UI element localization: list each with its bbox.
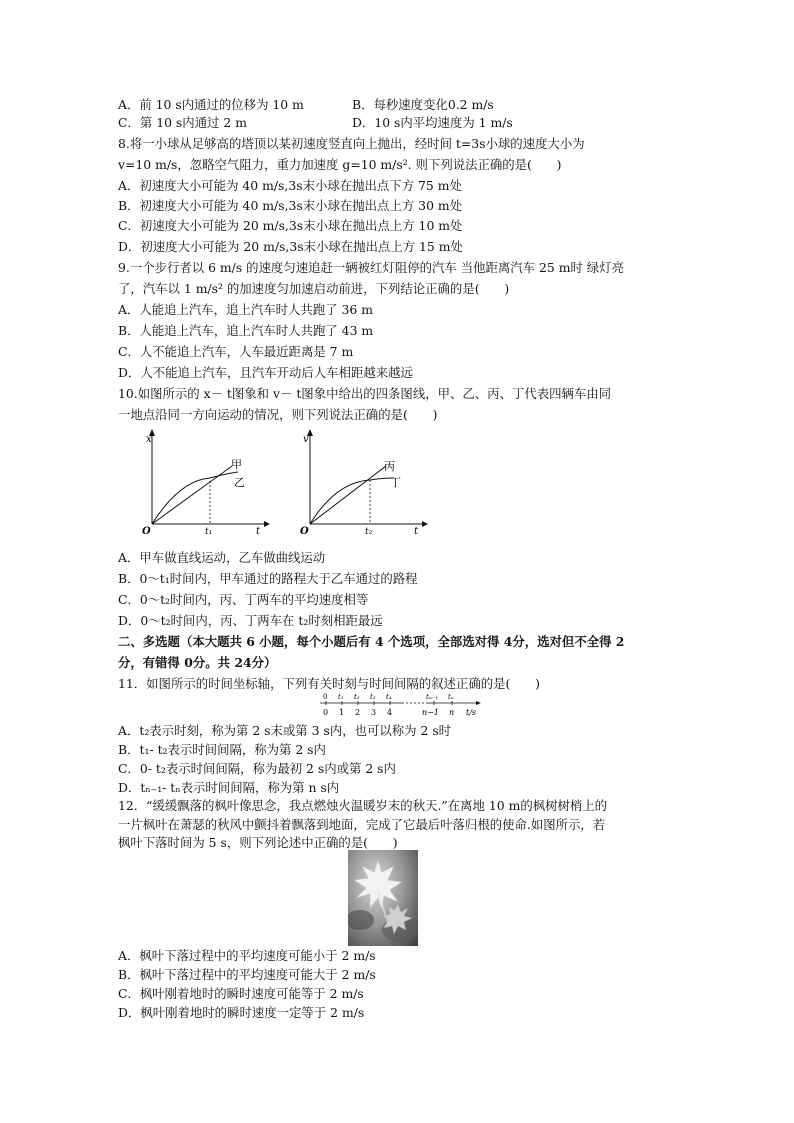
q8-stem-line1: 8.将一小球从足够高的塔顶以某初速度竖直向上抛出，经时间 t=3s小球的速度大小为 xyxy=(118,136,585,151)
q8-option-b: B．初速度大小可能为 40 m/s,3s末小球在抛出点上方 30 m处 xyxy=(118,198,463,213)
vt-line-bing xyxy=(310,466,386,524)
q7-option-c: C．第 10 s内通过 2 m xyxy=(118,115,247,130)
q11-option-c: C．0- t₂表示时间间隔，称为最初 2 s内或第 2 s内 xyxy=(118,761,396,776)
axis-bottom-label: 1 xyxy=(339,708,345,717)
maple-leaf-photo xyxy=(348,850,418,946)
vt-x-arrow xyxy=(422,521,428,527)
q10-option-b: B．0～t₁时间内，甲车通过的路程大于乙车通过的路程 xyxy=(118,571,418,586)
q12-stem-line2: 一片枫叶在萧瑟的秋风中颤抖着飘落到地面，完成了它最后叶落归根的使命.如图所示，若 xyxy=(118,817,606,832)
xt-label-jia: 甲 xyxy=(231,458,242,471)
vt-tick-t2: t₂ xyxy=(365,527,373,534)
q8-stem-line2: v=10 m/s，忽略空气阻力，重力加速度 g=10 m/s². 则下列说法正确的是( ) xyxy=(118,157,562,172)
xt-label-yi: 乙 xyxy=(234,476,245,489)
q9-stem-line2: 了，汽车以 1 m/s² 的加速度匀加速启动前进，下列结论正确的是( ) xyxy=(118,281,510,296)
time-axis-arrow xyxy=(476,701,481,705)
axis-bottom-label: 2 xyxy=(355,708,361,717)
q7-option-d: D．10 s内平均速度为 1 m/s xyxy=(352,115,513,130)
q7-option-b: B．每秒速度变化0.2 m/s xyxy=(352,97,494,112)
q11-option-b: B．t₁- t₂表示时间间隔，称为第 2 s内 xyxy=(118,742,326,757)
q12-option-d: D．枫叶刚着地时的瞬时速度一定等于 2 m/s xyxy=(118,1005,365,1020)
q10-stem-line2: 一地点沿同一方向运动的情况，则下列说法正确的是( ) xyxy=(118,407,438,422)
q9-stem-line1: 9.一个步行者以 6 m/s 的速度匀速追赶一辆被红灯阻停的汽车 当他距离汽车 25 m时 绿灯亮 xyxy=(118,260,624,275)
xt-xlabel: t xyxy=(256,526,261,534)
vt-label-ding: 丁 xyxy=(390,476,401,489)
xt-x-arrow xyxy=(264,521,270,527)
axis-top-label: 0 xyxy=(323,693,328,701)
axis-bottom-label: n xyxy=(449,708,455,717)
section2-heading-line2: 分，有错得 0分。共 24分） xyxy=(118,655,277,670)
axis-bottom-label: 0 xyxy=(323,708,329,717)
vt-ylabel: v xyxy=(303,434,309,445)
vt-curve-ding xyxy=(310,478,394,524)
xt-origin: O xyxy=(142,526,151,534)
q7-option-a: A．前 10 s内通过的位移为 10 m xyxy=(118,97,304,112)
vt-xlabel: t xyxy=(414,526,419,534)
axis-bottom-label: 3 xyxy=(371,708,377,717)
time-axis-diagram xyxy=(306,692,496,720)
section2-heading-line1: 二、多选题（本大题共 6 小题，每个小题后有 4 个选项，全部选对得 4分，选对但不全得 2 xyxy=(118,634,625,649)
q9-option-b: B．人能追上汽车，追上汽车时人共跑了 43 m xyxy=(118,323,374,338)
axis-bottom-label: t/s xyxy=(466,708,477,717)
q8-option-d: D．初速度大小可能为 20 m/s,3s末小球在抛出点上方 15 m处 xyxy=(118,239,463,254)
xt-tick-t1: t₁ xyxy=(205,527,213,534)
axis-top-label: t₂ xyxy=(354,693,360,701)
q9-option-c: C．人不能追上汽车，人车最近距离是 7 m xyxy=(118,344,354,359)
axis-top-label: tₙ₋₁ xyxy=(426,693,439,701)
q10-option-a: A．甲车做直线运动，乙车做曲线运动 xyxy=(118,550,326,565)
axis-bottom-label: 4 xyxy=(387,708,393,717)
q11-option-a: A．t₂表示时刻，称为第 2 s末或第 3 s内，也可以称为 2 s时 xyxy=(118,723,452,738)
vt-label-bing: 丙 xyxy=(384,460,395,473)
xt-curve-yi xyxy=(152,472,238,524)
q12-stem-line1: 12．“缓缓飘落的枫叶像思念，我点燃烛火温暖岁末的秋天.”在离地 10 m的枫树树梢上的 xyxy=(118,798,608,813)
q12-stem-line3: 枫叶下落时间为 5 s，则下列论述中正确的是( ) xyxy=(118,835,398,850)
q8-option-c: C．初速度大小可能为 20 m/s,3s末小球在抛出点上方 10 m处 xyxy=(118,218,463,233)
q12-option-a: A．枫叶下落过程中的平均速度可能小于 2 m/s xyxy=(118,948,376,963)
axis-bottom-label: n−1 xyxy=(422,708,439,717)
vt-origin: O xyxy=(300,526,309,534)
maple-leaf-icon xyxy=(348,850,418,946)
axis-top-label: t₃ xyxy=(370,693,376,701)
q8-option-a: A．初速度大小可能为 40 m/s,3s末小球在抛出点下方 75 m处 xyxy=(118,178,462,193)
q12-option-c: C．枫叶刚着地时的瞬时速度可能等于 2 m/s xyxy=(118,986,364,1001)
xt-ylabel: x xyxy=(146,434,152,445)
q10-option-c: C．0～t₂时间内，丙、丁两车的平均速度相等 xyxy=(118,592,369,607)
q11-option-d: D．tₙ₋₁- tₙ表示时间间隔，称为第 n s内 xyxy=(118,780,340,795)
xt-graph xyxy=(140,428,270,534)
vt-graph xyxy=(298,428,428,534)
axis-top-label: t₄ xyxy=(386,693,392,701)
q9-option-d: D．人不能追上汽车，且汽车开动后人车相距越来越远 xyxy=(118,365,413,380)
axis-top-label: tₙ xyxy=(448,693,454,701)
q9-option-a: A．人能追上汽车，追上汽车时人共跑了 36 m xyxy=(118,302,373,317)
q11-stem: 11．如图所示的时间坐标轴，下列有关时刻与时间间隔的叙述正确的是( ) xyxy=(118,676,540,691)
axis-top-label: t₁ xyxy=(338,693,344,701)
q12-option-b: B．枫叶下落过程中的平均速度可能大于 2 m/s xyxy=(118,967,376,982)
xt-line-jia xyxy=(152,466,232,524)
q10-stem-line1: 10.如图所示的 x－ t图象和 v－ t图象中给出的四条图线，甲、乙、丙、丁代表四辆车由同 xyxy=(118,386,612,401)
q10-option-d: D．0～t₂时间内，丙、丁两车在 t₂时刻相距最远 xyxy=(118,613,383,628)
